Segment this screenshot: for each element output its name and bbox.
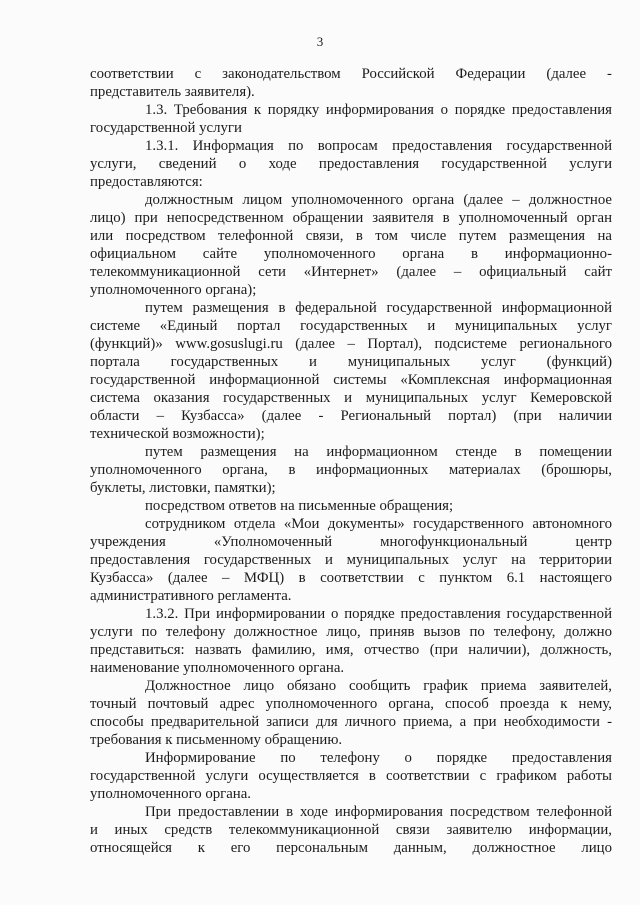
text-line: и иных средств телекоммуникационной связи заявителю информации, (90, 822, 612, 838)
text-line: точный почтовый адрес уполномоченного органа, способ проезда к нему, (90, 696, 612, 712)
text-line: Должностное лицо обязано сообщить график приема заявителей, (145, 678, 612, 694)
text-line: буклеты, листовки, памятки); (90, 480, 276, 496)
section-heading: государственной услуги (90, 120, 242, 136)
text-line: Кузбасса» (далее – МФЦ) в соответствии с пунктом 6.1 настоящего (90, 570, 612, 586)
text-line: предоставляются: (90, 174, 203, 190)
text-line: посредством ответов на письменные обращения; (145, 498, 454, 514)
text-line: лицо) при непосредственном обращении заявителя в уполномоченный орган (90, 210, 612, 226)
text-line: 1.3.2. При информировании о порядке предоставления государственной (145, 606, 612, 622)
text-line: официальном сайте уполномоченного органа в информационно- (90, 246, 612, 262)
text-line: путем размещения на информационном стенде в помещении (145, 444, 612, 460)
text-line: соответствии с законодательством Российской Федерации (далее - (90, 66, 612, 82)
text-line: сотрудником отдела «Мои документы» государственного автономного (145, 516, 612, 532)
text-line: уполномоченного органа); (90, 282, 257, 298)
text-line: портала государственных и муниципальных услуг (функций) (90, 354, 612, 370)
text-line: услуги по телефону должностное лицо, приняв вызов по телефону, должно (90, 624, 612, 640)
text-line: области – Кузбасса» (далее - Региональный портал) (при наличии (90, 408, 612, 424)
text-line: или посредством телефонной связи, в том числе путем размещения на (90, 228, 612, 244)
section-heading: 1.3. Требования к порядку информирования о порядке предоставления (145, 102, 612, 118)
text-line: При предоставлении в ходе информирования посредством телефонной (145, 804, 612, 820)
text-line: представитель заявителя). (90, 84, 255, 100)
text-line: путем размещения в федеральной государственной информационной (145, 300, 612, 316)
text-line: уполномоченного органа. (90, 786, 251, 802)
text-line: 1.3.1. Информация по вопросам предоставления государственной (145, 138, 612, 154)
text-line: услуги, сведений о ходе предоставления государственной услуги (90, 156, 612, 172)
text-line: системе «Единый портал государственных и муниципальных услуг (90, 318, 612, 334)
text-line: система оказания государственных и муниципальных услуг Кемеровской (90, 390, 612, 406)
text-line: требования к письменному обращению. (90, 732, 343, 748)
text-line: административного регламента. (90, 588, 292, 604)
page-number: 3 (316, 34, 324, 49)
text-line: технической возможности); (90, 426, 265, 442)
text-line: государственной информационной системы «Комплексная информационная (90, 372, 612, 388)
text-line: Информирование по телефону о порядке предоставления (145, 750, 612, 766)
text-line: представиться: назвать фамилию, имя, отчество (при наличии), должность, (90, 642, 612, 658)
text-line: телекоммуникационной сети «Интернет» (далее – официальный сайт (90, 264, 612, 280)
text-line: относящейся к его персональным данным, должностное лицо (90, 840, 612, 856)
text-line: уполномоченного органа, в информационных материалах (брошюры, (90, 462, 612, 478)
text-line: способы предварительной записи для личного приема, а при необходимости - (90, 714, 612, 730)
text-line: учреждения «Уполномоченный многофункциональный центр (90, 534, 612, 550)
text-line: государственной услуги осуществляется в соответствии с графиком работы (90, 768, 612, 784)
text-line: (функций)» www.gosuslugi.ru (далее – Портал), подсистеме регионального (90, 336, 612, 352)
text-line: наименование уполномоченного органа. (90, 660, 345, 676)
text-line: предоставления государственных и муниципальных услуг на территории (90, 552, 612, 568)
text-line: должностным лицом уполномоченного органа (далее – должностное (145, 192, 612, 208)
